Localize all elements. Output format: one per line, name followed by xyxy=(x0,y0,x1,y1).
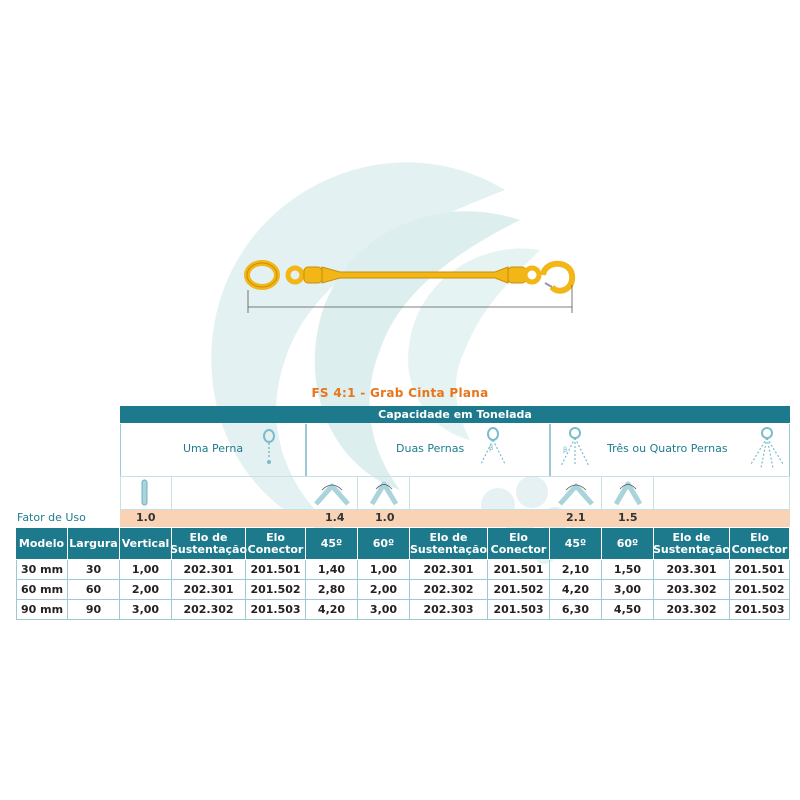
table-cell: 4,20 xyxy=(550,580,602,600)
column-header: Elo de Sustentação xyxy=(654,528,730,559)
table-cell: 2,00 xyxy=(120,580,172,600)
table-cell: 202.301 xyxy=(410,560,488,580)
column-header: Vertical xyxy=(120,528,172,559)
table-cell: 201.503 xyxy=(246,600,306,620)
column-header: 45º xyxy=(550,528,602,559)
two-leg-icon xyxy=(475,426,511,474)
angle-45-icon xyxy=(306,476,358,510)
table-cell: 1,40 xyxy=(306,560,358,580)
table-cell: 201.501 xyxy=(730,560,790,580)
table-cell: 2,80 xyxy=(306,580,358,600)
column-header: Modelo xyxy=(16,528,68,559)
table-cell: 90 xyxy=(68,600,120,620)
table-cell: 3,00 xyxy=(120,600,172,620)
svg-text:β: β xyxy=(563,446,568,454)
table-cell: 30 xyxy=(68,560,120,580)
fator-vertical: 1.0 xyxy=(136,511,156,524)
column-header: Elo Conector xyxy=(246,528,306,559)
table-cell: 202.302 xyxy=(410,580,488,600)
vertical-leg-icon xyxy=(120,476,172,510)
group-uma-label: Uma Perna xyxy=(183,442,244,455)
fator-band xyxy=(120,510,790,527)
fator-label: Fator de Uso xyxy=(17,511,86,524)
column-header: 45º xyxy=(306,528,358,559)
column-header: Largura xyxy=(68,528,120,559)
group-tres-label: Três ou Quatro Pernas xyxy=(607,442,728,455)
table-cell: 202.302 xyxy=(172,600,246,620)
table-cell: 6,30 xyxy=(550,600,602,620)
table-cell: 201.502 xyxy=(488,580,550,600)
table-cell: 60 xyxy=(68,580,120,600)
table-row xyxy=(0,560,785,581)
three-leg-icon xyxy=(555,426,595,474)
table-cell: 202.303 xyxy=(410,600,488,620)
svg-text:β: β xyxy=(489,444,494,452)
angle-45-icon-cell xyxy=(306,476,358,510)
group-uma-perna xyxy=(120,424,306,476)
angle-45-icon-cell-3leg xyxy=(550,476,602,510)
table-cell: 3,00 xyxy=(602,580,654,600)
table-cell: 90 mm xyxy=(16,600,68,620)
table-cell: 201.502 xyxy=(246,580,306,600)
table-cell: 2,10 xyxy=(550,560,602,580)
table-cell: 202.301 xyxy=(172,560,246,580)
table-cell: 2,00 xyxy=(358,580,410,600)
table-cell: 203.302 xyxy=(654,580,730,600)
fator-tres-60: 1.5 xyxy=(618,511,638,524)
table-cell: 201.503 xyxy=(730,600,790,620)
four-leg-icon xyxy=(747,426,787,474)
column-header: Elo de Sustentação xyxy=(410,528,488,559)
table-cell: 60 mm xyxy=(16,580,68,600)
angle-60-icon xyxy=(358,476,410,510)
table-row xyxy=(0,600,785,621)
fator-duas-45: 1.4 xyxy=(325,511,345,524)
group-duas-pernas xyxy=(306,424,550,476)
table-cell: 3,00 xyxy=(358,600,410,620)
table-cell: 203.301 xyxy=(654,560,730,580)
table-cell: 202.301 xyxy=(172,580,246,600)
grab-sling-illustration xyxy=(240,255,580,325)
fator-duas-60: 1.0 xyxy=(375,511,395,524)
table-cell: 4,50 xyxy=(602,600,654,620)
angle-60-icon-cell-3leg xyxy=(602,476,654,510)
table-cell: 4,20 xyxy=(306,600,358,620)
product-title: FS 4:1 - Grab Cinta Plana xyxy=(311,386,489,400)
column-header: 60º xyxy=(602,528,654,559)
table-row xyxy=(0,580,785,601)
angle-60-icon xyxy=(602,476,654,510)
column-header: Elo Conector xyxy=(730,528,790,559)
angle-icon-row xyxy=(120,476,790,510)
capacity-header: Capacidade em Tonelada xyxy=(120,406,790,423)
column-header: 60º xyxy=(358,528,410,559)
angle-60-icon-cell xyxy=(358,476,410,510)
table-cell: 201.501 xyxy=(488,560,550,580)
single-leg-icon xyxy=(259,428,279,472)
angle-45-icon xyxy=(550,476,602,510)
group-duas-label: Duas Pernas xyxy=(396,442,465,455)
table-cell: 201.503 xyxy=(488,600,550,620)
table-cell: 201.501 xyxy=(246,560,306,580)
table-cell: 30 mm xyxy=(16,560,68,580)
column-header: Elo de Sustentação xyxy=(172,528,246,559)
table-cell: 201.502 xyxy=(730,580,790,600)
table-cell: 1,00 xyxy=(358,560,410,580)
table-cell: 1,00 xyxy=(120,560,172,580)
table-cell: 203.302 xyxy=(654,600,730,620)
table-cell: 1,50 xyxy=(602,560,654,580)
column-header: Elo Conector xyxy=(488,528,550,559)
vertical-icon-cell xyxy=(120,476,172,510)
group-tres-pernas xyxy=(550,424,790,476)
fator-tres-45: 2.1 xyxy=(566,511,586,524)
